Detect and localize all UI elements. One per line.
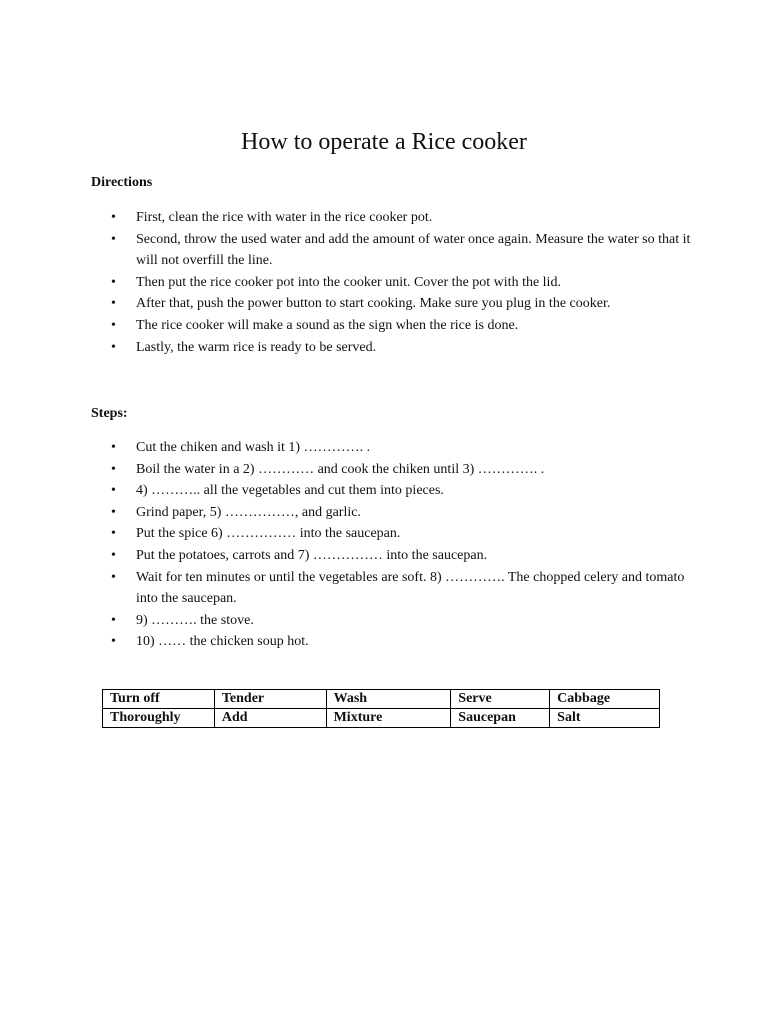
list-item-text: The rice cooker will make a sound as the sign when the rice is done. (136, 317, 519, 333)
list-item (91, 567, 691, 610)
bullet-icon: • (111, 317, 116, 333)
word-bank-table (102, 689, 660, 728)
bullet-icon: • (111, 612, 116, 628)
list-item (91, 523, 691, 545)
table-cell: Tender (214, 690, 326, 709)
bullet-icon: • (111, 296, 116, 312)
list-item-text: Lastly, the warm rice is ready to be served. (136, 339, 377, 355)
list-item (91, 293, 691, 315)
bullet-icon: • (111, 231, 116, 247)
bullet-icon: • (111, 483, 116, 499)
list-item-text: After that, push the power button to start cooking. Make sure you plug in the cooker. (136, 296, 611, 312)
list-item-text: Boil the water in a 2) ………… and cook the chiken until 3) …………. . (136, 461, 545, 477)
list-item-text: Second, throw the used water and add the amount of water once again. Measure the water so that it will not overfill the line. (136, 231, 691, 269)
table-cell: Mixture (326, 709, 451, 728)
steps-list (91, 437, 691, 653)
table-row (103, 690, 660, 709)
bullet-icon: • (111, 274, 116, 290)
list-item (91, 437, 691, 459)
list-item (91, 459, 691, 481)
list-item (91, 337, 691, 359)
bullet-icon: • (111, 440, 116, 455)
steps-heading: Steps: (91, 406, 128, 421)
list-item-text: Then put the rice cooker pot into the cooker unit. Cover the pot with the lid. (136, 274, 561, 290)
bullet-icon: • (111, 461, 116, 477)
table-cell: Saucepan (451, 709, 550, 728)
bullet-icon: • (111, 504, 116, 520)
list-item-text: Put the spice 6) …………… into the saucepan. (136, 526, 401, 542)
bullet-icon: • (111, 339, 116, 355)
list-item (91, 502, 691, 524)
list-item-text: Put the potatoes, carrots and 7) …………… into the saucepan. (136, 547, 488, 563)
table-cell: Turn off (103, 690, 215, 709)
list-item (91, 610, 691, 632)
list-item (91, 229, 691, 272)
list-item-text: 9) ………. the stove. (136, 612, 254, 628)
table-cell: Wash (326, 690, 451, 709)
directions-heading: Directions (91, 175, 153, 190)
list-item-text: 10) …… the chicken soup hot. (136, 634, 309, 650)
table-row (103, 709, 660, 728)
list-item (91, 631, 691, 653)
bullet-icon: • (111, 526, 116, 542)
list-item (91, 207, 691, 229)
list-item (91, 272, 691, 294)
list-item-text: First, clean the rice with water in the rice cooker pot. (136, 210, 433, 225)
table-cell: Salt (550, 709, 660, 728)
directions-list (91, 207, 691, 358)
list-item-text: 4) ……….. all the vegetables and cut them into pieces. (136, 483, 444, 499)
list-item-text: Wait for ten minutes or until the vegetables are soft. 8) …………. The chopped celery and tomato into the saucepan. (136, 569, 685, 607)
bullet-icon: • (111, 547, 116, 563)
page-title: How to operate a Rice cooker (241, 129, 527, 155)
table-cell: Cabbage (550, 690, 660, 709)
list-item (91, 545, 691, 567)
list-item-text: Cut the chiken and wash it 1) …………. . (136, 440, 371, 455)
bullet-icon: • (111, 569, 116, 585)
bullet-icon: • (111, 634, 116, 650)
list-item (91, 480, 691, 502)
table-cell: Serve (451, 690, 550, 709)
table-cell: Add (214, 709, 326, 728)
list-item (91, 315, 691, 337)
bullet-icon: • (111, 210, 116, 225)
list-item-text: Grind paper, 5) ……………, and garlic. (136, 504, 361, 520)
table-cell: Thoroughly (103, 709, 215, 728)
